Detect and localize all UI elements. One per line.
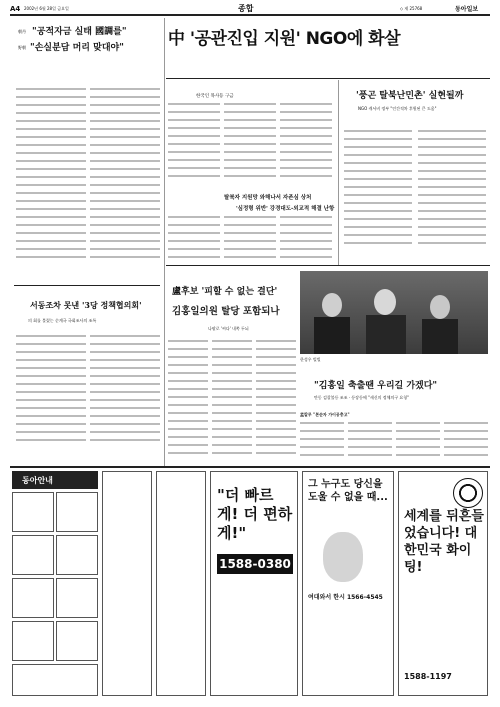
story3-headline: "김홍일 축출땐 우리길 가겠다" bbox=[314, 381, 438, 391]
ad2-sub: 여대와서 한시 1566-4545 bbox=[308, 594, 383, 601]
ad1-phone: 1588-0380 bbox=[217, 554, 293, 574]
soccer-ball-icon bbox=[453, 478, 483, 508]
col1-headline-3: 서동조차 못낸 '3당 정책협의회' bbox=[30, 300, 142, 310]
classified-header bbox=[12, 471, 98, 489]
ad-1 bbox=[210, 471, 298, 696]
right-headline: '풍곤 탈북난민촌' 실현될까 bbox=[356, 91, 464, 101]
news-photo bbox=[300, 271, 488, 354]
main-sub-2: 탈북자 지원망 와해나서 자존심 상처 bbox=[224, 195, 312, 201]
story2-headline-2: 김홍일의원 탈당 포함되나 bbox=[172, 306, 280, 317]
photo-caption: 한성우 빌빌 bbox=[300, 357, 321, 362]
col1-headline-1: "공적자금 실태 國調를" bbox=[32, 27, 127, 37]
right-subheadline: NGO 캐서비 정부 "인간적차 후원된 큰 도움" bbox=[358, 106, 437, 111]
main-sub-1: 한국인 목사등 구금 bbox=[196, 94, 234, 99]
issue-number: ◇ 제 25768 bbox=[400, 6, 423, 11]
story3-sub-2: 孟칼무 "본순자 가이공충고" bbox=[300, 412, 350, 417]
right-headline-box bbox=[344, 86, 488, 124]
story3-sub: 만동 검찰볼등 조조 · 등장등에 "새신의 정체의구 요청" bbox=[314, 395, 409, 400]
section-title: 종합 bbox=[238, 3, 254, 13]
paper-name: 동아일보 bbox=[455, 6, 479, 13]
ad3-phone: 1588-1197 bbox=[404, 672, 452, 681]
main-sub-3: '심정형 위반' 강경대도-외교적 해결 난항 bbox=[236, 206, 335, 212]
ad-2 bbox=[302, 471, 394, 696]
kicker-1: 朝丹 bbox=[18, 29, 26, 34]
story2-headline-1: 盧후보 '피할 수 없는 결단' bbox=[172, 287, 278, 297]
col1-subheadline-3: 의 회를 불렸는 순계국 국회조사의 조특 bbox=[28, 318, 97, 323]
ad1-headline: "더 빠르게! 더 편하게!" bbox=[217, 486, 293, 542]
ad2-headline: 그 누구도 당신을 도울 수 없을 때... bbox=[308, 479, 388, 503]
ad-3 bbox=[398, 471, 488, 696]
col1-divider bbox=[14, 285, 160, 286]
ad2-photo bbox=[323, 532, 363, 582]
main-headline: 中 '공관진입 지원' NGO에 화살 bbox=[168, 29, 401, 49]
ad-divider bbox=[10, 466, 490, 468]
masthead-rule bbox=[10, 14, 490, 16]
kicker-2: 野朝 bbox=[18, 45, 26, 50]
classified-logo: 동아안내 bbox=[22, 476, 53, 485]
issue-date: 2002년 6월 28일 금요일 bbox=[24, 6, 69, 11]
ad3-headline: 세계를 뒤흔들었습니다! 대한민국 화이팅! bbox=[404, 509, 484, 575]
story2-sub: 나팔로 '씨다' 내쪽 두뇌 bbox=[208, 326, 249, 331]
col1-headline-2: "손실분담 머리 맞대야" bbox=[30, 43, 124, 53]
page-number: A4 bbox=[10, 5, 21, 13]
